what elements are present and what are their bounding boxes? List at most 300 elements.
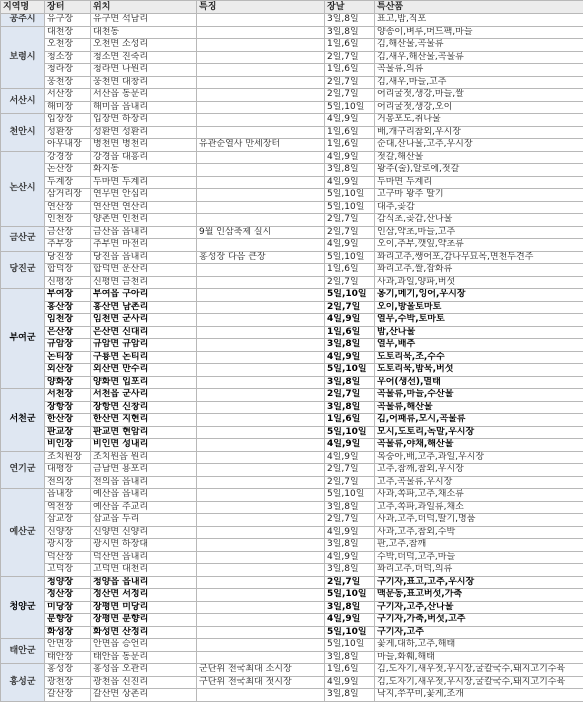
market-location: 구룡면 논티리 <box>91 351 197 364</box>
market-feature <box>197 276 325 289</box>
market-name: 고덕장 <box>45 564 91 577</box>
market-feature <box>197 164 325 177</box>
market-feature <box>197 289 325 302</box>
market-feature <box>197 414 325 427</box>
market-day: 5일,10일 <box>325 589 375 602</box>
market-day: 3일,8일 <box>325 601 375 614</box>
table-row <box>1 351 583 364</box>
market-specialty: 우어(생선),멸태 <box>375 376 583 389</box>
market-specialty: 사과,과일,양파,버섯 <box>375 276 583 289</box>
market-name: 조치원장 <box>45 451 91 464</box>
region-name: 공주시 <box>1 14 45 27</box>
region-name: 예산군 <box>1 489 45 577</box>
market-day: 4일,9일 <box>325 176 375 189</box>
header-location: 위치 <box>91 1 197 14</box>
market-feature <box>197 426 325 439</box>
market-specialty: 구기자,표고,고추,우시장 <box>375 576 583 589</box>
table-row <box>1 439 583 452</box>
market-feature <box>197 301 325 314</box>
market-location: 장평면 분향리 <box>91 614 197 627</box>
market-specialty: 배,개구리참외,우시장 <box>375 126 583 139</box>
market-day: 5일,10일 <box>325 201 375 214</box>
market-feature <box>197 489 325 502</box>
region-name: 금산군 <box>1 226 45 251</box>
market-specialty: 김,어패류,모시,곡물류 <box>375 414 583 427</box>
market-name: 청소장 <box>45 51 91 64</box>
market-name: 양화장 <box>45 376 91 389</box>
market-name: 은산장 <box>45 326 91 339</box>
market-name: 태안장 <box>45 651 91 664</box>
market-specialty: 꽈리고추,쌩어포,감나무묘목,면천두견주 <box>375 251 583 264</box>
market-specialty: 김,도자기,새우젓,우시장,굴칼국수,돼지고기수육 <box>375 676 583 689</box>
market-day: 4일,9일 <box>325 614 375 627</box>
market-name: 유구장 <box>45 14 91 27</box>
market-feature <box>197 439 325 452</box>
market-location: 강경읍 대흥리 <box>91 151 197 164</box>
region-name: 청양군 <box>1 576 45 639</box>
market-day: 5일,10일 <box>325 626 375 639</box>
market-day: 3일,8일 <box>325 564 375 577</box>
table-row <box>1 239 583 252</box>
table-row <box>1 664 583 677</box>
market-name: 덕산장 <box>45 551 91 564</box>
market-feature <box>197 564 325 577</box>
market-specialty: 구기자,가축,버섯,고추 <box>375 614 583 627</box>
market-day: 2일,7일 <box>325 76 375 89</box>
market-name: 외산장 <box>45 364 91 377</box>
table-row <box>1 614 583 627</box>
market-day: 3일,8일 <box>325 651 375 664</box>
market-feature: 9월 인삼축제 실시 <box>197 226 325 239</box>
market-specialty: 복숭아,배,고추,과일,우시장 <box>375 451 583 464</box>
market-specialty: 열무,수박,토마토 <box>375 314 583 327</box>
market-location: 유구면 석남리 <box>91 14 197 27</box>
market-day: 2일,7일 <box>325 214 375 227</box>
market-feature <box>197 264 325 277</box>
market-day: 2일,7일 <box>325 89 375 102</box>
market-specialty: 오이,방울토마토 <box>375 301 583 314</box>
market-day: 4일,9일 <box>325 314 375 327</box>
table-row <box>1 214 583 227</box>
market-location: 화지동 <box>91 164 197 177</box>
market-name: 분향장 <box>45 614 91 627</box>
market-specialty: 판,고추,참깨 <box>375 539 583 552</box>
market-location: 한산면 지현리 <box>91 414 197 427</box>
table-row <box>1 226 583 239</box>
market-feature <box>197 89 325 102</box>
market-location: 장항면 신창리 <box>91 401 197 414</box>
market-name: 안면장 <box>45 639 91 652</box>
market-name: 해미장 <box>45 101 91 114</box>
table-row <box>1 501 583 514</box>
market-feature <box>197 14 325 27</box>
market-location: 안면읍 승언리 <box>91 639 197 652</box>
table-row <box>1 414 583 427</box>
market-location: 성환면 성환리 <box>91 126 197 139</box>
market-specialty: 마늘,화훼,해태 <box>375 651 583 664</box>
market-day: 4일,9일 <box>325 676 375 689</box>
market-location: 오천면 소성리 <box>91 39 197 52</box>
market-feature <box>197 201 325 214</box>
market-feature <box>197 126 325 139</box>
table-row <box>1 264 583 277</box>
market-name: 규암장 <box>45 339 91 352</box>
market-name: 신양장 <box>45 526 91 539</box>
table-row <box>1 476 583 489</box>
market-location: 은산면 신대리 <box>91 326 197 339</box>
table-row <box>1 326 583 339</box>
market-feature: 홍성장 다음 큰장 <box>197 251 325 264</box>
market-day: 4일,9일 <box>325 451 375 464</box>
market-specialty: 오이,추부,깻잎,약초류 <box>375 239 583 252</box>
market-feature: 군단위 전국최대 소시장 <box>197 664 325 677</box>
market-day: 5일,10일 <box>325 639 375 652</box>
market-feature <box>197 601 325 614</box>
table-row <box>1 639 583 652</box>
market-day: 3일,8일 <box>325 339 375 352</box>
market-name: 강경장 <box>45 151 91 164</box>
market-day: 2일,7일 <box>325 476 375 489</box>
market-name: 청양장 <box>45 576 91 589</box>
market-day: 4일,9일 <box>325 526 375 539</box>
market-day: 4일,9일 <box>325 551 375 564</box>
region-name: 논산시 <box>1 151 45 226</box>
market-location: 신평면 금천리 <box>91 276 197 289</box>
market-day: 1일,6일 <box>325 126 375 139</box>
region-name: 홍성군 <box>1 664 45 702</box>
market-feature <box>197 76 325 89</box>
market-name: 읍내장 <box>45 489 91 502</box>
market-feature <box>197 51 325 64</box>
market-day: 3일,8일 <box>325 689 375 702</box>
market-feature <box>197 451 325 464</box>
market-location: 광천읍 신진리 <box>91 676 197 689</box>
market-specialty: 사과,고추,참외,수박 <box>375 526 583 539</box>
market-specialty: 고추,곡물류,우시장 <box>375 476 583 489</box>
market-day: 2일,7일 <box>325 464 375 477</box>
market-specialty: 맥문동,표고버섯,가축 <box>375 589 583 602</box>
market-feature <box>197 476 325 489</box>
market-specialty: 곡물류,마늘,수산물 <box>375 389 583 402</box>
market-name: 판교장 <box>45 426 91 439</box>
table-row <box>1 651 583 664</box>
market-day: 5일,10일 <box>325 364 375 377</box>
market-feature <box>197 239 325 252</box>
market-day: 1일,6일 <box>325 139 375 152</box>
market-feature <box>197 26 325 39</box>
table-row <box>1 76 583 89</box>
market-specialty: 고추,쪽파,과일류,채소 <box>375 501 583 514</box>
market-name: 삼거리장 <box>45 189 91 202</box>
market-feature <box>197 626 325 639</box>
market-feature <box>197 514 325 527</box>
table-row <box>1 14 583 27</box>
market-location: 판교면 현암리 <box>91 426 197 439</box>
market-feature <box>197 351 325 364</box>
market-day: 4일,9일 <box>325 114 375 127</box>
market-feature <box>197 576 325 589</box>
market-feature <box>197 376 325 389</box>
market-name: 청라장 <box>45 64 91 77</box>
market-day: 1일,6일 <box>325 39 375 52</box>
market-feature <box>197 589 325 602</box>
region-name: 태안군 <box>1 639 45 664</box>
market-name: 오천장 <box>45 39 91 52</box>
market-feature <box>197 464 325 477</box>
market-specialty: 순대,산나물,고추,우시장 <box>375 139 583 152</box>
market-location: 연산면 연산리 <box>91 201 197 214</box>
market-specialty: 양송이,벼루,머드팩,마늘 <box>375 26 583 39</box>
table-row <box>1 514 583 527</box>
market-name: 비인장 <box>45 439 91 452</box>
table-row <box>1 164 583 177</box>
market-feature <box>197 101 325 114</box>
market-specialty: 꽃게,대하,고추,해태 <box>375 639 583 652</box>
market-name: 화성장 <box>45 626 91 639</box>
market-name: 홍성장 <box>45 664 91 677</box>
market-location: 고덕면 대천리 <box>91 564 197 577</box>
market-name: 홍산장 <box>45 301 91 314</box>
market-feature <box>197 39 325 52</box>
table-row <box>1 576 583 589</box>
table-row <box>1 676 583 689</box>
market-name: 광천장 <box>45 676 91 689</box>
market-name: 연산장 <box>45 201 91 214</box>
market-location: 부여읍 구아리 <box>91 289 197 302</box>
market-specialty: 꽈리고추,쌀,잡화류 <box>375 264 583 277</box>
market-feature <box>197 189 325 202</box>
market-feature: 유관순열사 만세장터 <box>197 139 325 152</box>
table-row <box>1 201 583 214</box>
header-market: 장터 <box>45 1 91 14</box>
region-name: 천안시 <box>1 114 45 152</box>
market-day: 2일,7일 <box>325 389 375 402</box>
region-name: 서산시 <box>1 89 45 114</box>
table-row <box>1 364 583 377</box>
market-location: 서천읍 군사리 <box>91 389 197 402</box>
market-name: 아우내장 <box>45 139 91 152</box>
market-name: 갈산장 <box>45 689 91 702</box>
market-name: 전의장 <box>45 476 91 489</box>
table-row <box>1 114 583 127</box>
market-name: 신평장 <box>45 276 91 289</box>
market-day: 3일,8일 <box>325 164 375 177</box>
table-row <box>1 276 583 289</box>
market-feature <box>197 539 325 552</box>
market-feature <box>197 651 325 664</box>
market-day: 1일,6일 <box>325 414 375 427</box>
market-day: 1일,6일 <box>325 64 375 77</box>
region-name: 보령시 <box>1 26 45 89</box>
market-day: 4일,9일 <box>325 351 375 364</box>
market-day: 3일,8일 <box>325 26 375 39</box>
market-name: 두계장 <box>45 176 91 189</box>
table-row <box>1 189 583 202</box>
market-day: 5일,10일 <box>325 101 375 114</box>
table-row <box>1 689 583 702</box>
header-region: 지역명 <box>1 1 45 14</box>
market-specialty: 낙지,쭈꾸미,꽃게,조개 <box>375 689 583 702</box>
table-row <box>1 401 583 414</box>
market-specialty: 김,도자기,새우젓,우시장,굴칼국수,돼지고기수육 <box>375 664 583 677</box>
table-row <box>1 314 583 327</box>
market-day: 4일,9일 <box>325 239 375 252</box>
market-specialty: 도토리묵,조,수수 <box>375 351 583 364</box>
market-day: 5일,10일 <box>325 189 375 202</box>
market-location: 덕산면 읍내리 <box>91 551 197 564</box>
market-specialty: 인삼,약초,마늘,고추 <box>375 226 583 239</box>
table-row <box>1 464 583 477</box>
market-location: 규암면 규암리 <box>91 339 197 352</box>
market-name: 논티장 <box>45 351 91 364</box>
region-name: 부여군 <box>1 289 45 389</box>
market-specialty: 김,새우,마늘,고추 <box>375 76 583 89</box>
market-day: 3일,8일 <box>325 539 375 552</box>
table-row <box>1 539 583 552</box>
market-day: 1일,6일 <box>325 664 375 677</box>
table-row <box>1 301 583 314</box>
market-location: 전의읍 읍내리 <box>91 476 197 489</box>
market-day: 2일,7일 <box>325 276 375 289</box>
market-specialty: 곡물류,해산물 <box>375 401 583 414</box>
table-row <box>1 151 583 164</box>
market-name: 부여장 <box>45 289 91 302</box>
market-location: 합덕면 운산리 <box>91 264 197 277</box>
table-row <box>1 389 583 402</box>
header-feature: 특징 <box>197 1 325 14</box>
region-name: 연기군 <box>1 451 45 489</box>
market-location: 청양읍 읍내리 <box>91 576 197 589</box>
market-name: 인천장 <box>45 214 91 227</box>
market-feature <box>197 176 325 189</box>
market-location: 청라면 나원리 <box>91 64 197 77</box>
market-name: 입장장 <box>45 114 91 127</box>
market-feature <box>197 314 325 327</box>
market-name: 임천장 <box>45 314 91 327</box>
market-location: 병천면 병천리 <box>91 139 197 152</box>
table-row <box>1 426 583 439</box>
market-location: 웅천면 대창리 <box>91 76 197 89</box>
market-day: 2일,7일 <box>325 576 375 589</box>
market-location: 청소면 진죽리 <box>91 51 197 64</box>
table-row <box>1 289 583 302</box>
market-feature <box>197 114 325 127</box>
market-day: 3일,8일 <box>325 401 375 414</box>
market-feature <box>197 639 325 652</box>
table-body <box>1 14 583 702</box>
market-specialty: 도토리묵,밤묵,버섯 <box>375 364 583 377</box>
market-day: 3일,8일 <box>325 501 375 514</box>
market-specialty: 김,해산물,곡물류 <box>375 39 583 52</box>
market-location: 신양면 신양리 <box>91 526 197 539</box>
market-location: 예산읍 주교리 <box>91 501 197 514</box>
market-name: 대천장 <box>45 26 91 39</box>
market-specialty: 어리굴젓,생강,마늘,쌀 <box>375 89 583 102</box>
market-specialty: 곡물류,야채,해산물 <box>375 439 583 452</box>
table-row <box>1 451 583 464</box>
table-row <box>1 376 583 389</box>
market-specialty: 곡물류,의류 <box>375 64 583 77</box>
market-specialty: 옹기,메기,잉어,우시장 <box>375 289 583 302</box>
market-day: 2일,7일 <box>325 226 375 239</box>
market-day: 5일,10일 <box>325 426 375 439</box>
market-feature <box>197 614 325 627</box>
market-location: 임천면 군사리 <box>91 314 197 327</box>
table-row <box>1 39 583 52</box>
market-specialty: 밤,산나물 <box>375 326 583 339</box>
table-row <box>1 526 583 539</box>
market-name: 삽교장 <box>45 514 91 527</box>
market-day: 4일,9일 <box>325 439 375 452</box>
market-location: 예산읍 읍내리 <box>91 489 197 502</box>
market-specialty: 모시,도토리,녹말,우시장 <box>375 426 583 439</box>
market-feature <box>197 151 325 164</box>
market-feature <box>197 501 325 514</box>
market-name: 역전장 <box>45 501 91 514</box>
market-feature <box>197 214 325 227</box>
table-row <box>1 89 583 102</box>
market-name: 추부장 <box>45 239 91 252</box>
table-row <box>1 589 583 602</box>
market-feature: 구단위 전국최대 젓시장 <box>197 676 325 689</box>
market-specialty: 감식초,곶감,산나물 <box>375 214 583 227</box>
table-row <box>1 64 583 77</box>
market-location: 정산면 서정리 <box>91 589 197 602</box>
table-row <box>1 101 583 114</box>
market-name: 광시장 <box>45 539 91 552</box>
market-feature <box>197 364 325 377</box>
market-name: 서천장 <box>45 389 91 402</box>
market-location: 홍산면 남촌리 <box>91 301 197 314</box>
market-feature <box>197 401 325 414</box>
table-row <box>1 26 583 39</box>
market-location: 장평면 미당리 <box>91 601 197 614</box>
market-specialty: 두마면 두계리 <box>375 176 583 189</box>
market-location: 태안읍 동문리 <box>91 651 197 664</box>
market-name: 장항장 <box>45 401 91 414</box>
market-specialty: 수박,더덕,고추,마늘 <box>375 551 583 564</box>
market-name: 합덕장 <box>45 264 91 277</box>
market-specialty: 구기자,고추 <box>375 626 583 639</box>
market-specialty: 어리굴젓,생강,오이 <box>375 101 583 114</box>
market-specialty: 구기자,고추,산나물 <box>375 601 583 614</box>
market-day: 2일,7일 <box>325 51 375 64</box>
market-day: 5일,10일 <box>325 251 375 264</box>
header-row <box>1 1 583 14</box>
market-day: 1일,6일 <box>325 264 375 277</box>
market-specialty: 고구마 왕주 딸기 <box>375 189 583 202</box>
market-location: 광시면 하장대 <box>91 539 197 552</box>
market-location: 조치원읍 원리 <box>91 451 197 464</box>
table-row <box>1 126 583 139</box>
market-name: 논산장 <box>45 164 91 177</box>
table-row <box>1 51 583 64</box>
table-row <box>1 339 583 352</box>
market-location: 양촌면 인천리 <box>91 214 197 227</box>
market-specialty: 대추,곶감 <box>375 201 583 214</box>
table-row <box>1 564 583 577</box>
market-name: 미당장 <box>45 601 91 614</box>
market-location: 양화면 입포리 <box>91 376 197 389</box>
market-name: 대평장 <box>45 464 91 477</box>
market-feature <box>197 326 325 339</box>
market-feature <box>197 64 325 77</box>
market-specialty: 김,새우,해산물,곡물류 <box>375 51 583 64</box>
market-feature <box>197 689 325 702</box>
market-location: 입장면 하장리 <box>91 114 197 127</box>
table-row <box>1 139 583 152</box>
table-row <box>1 626 583 639</box>
